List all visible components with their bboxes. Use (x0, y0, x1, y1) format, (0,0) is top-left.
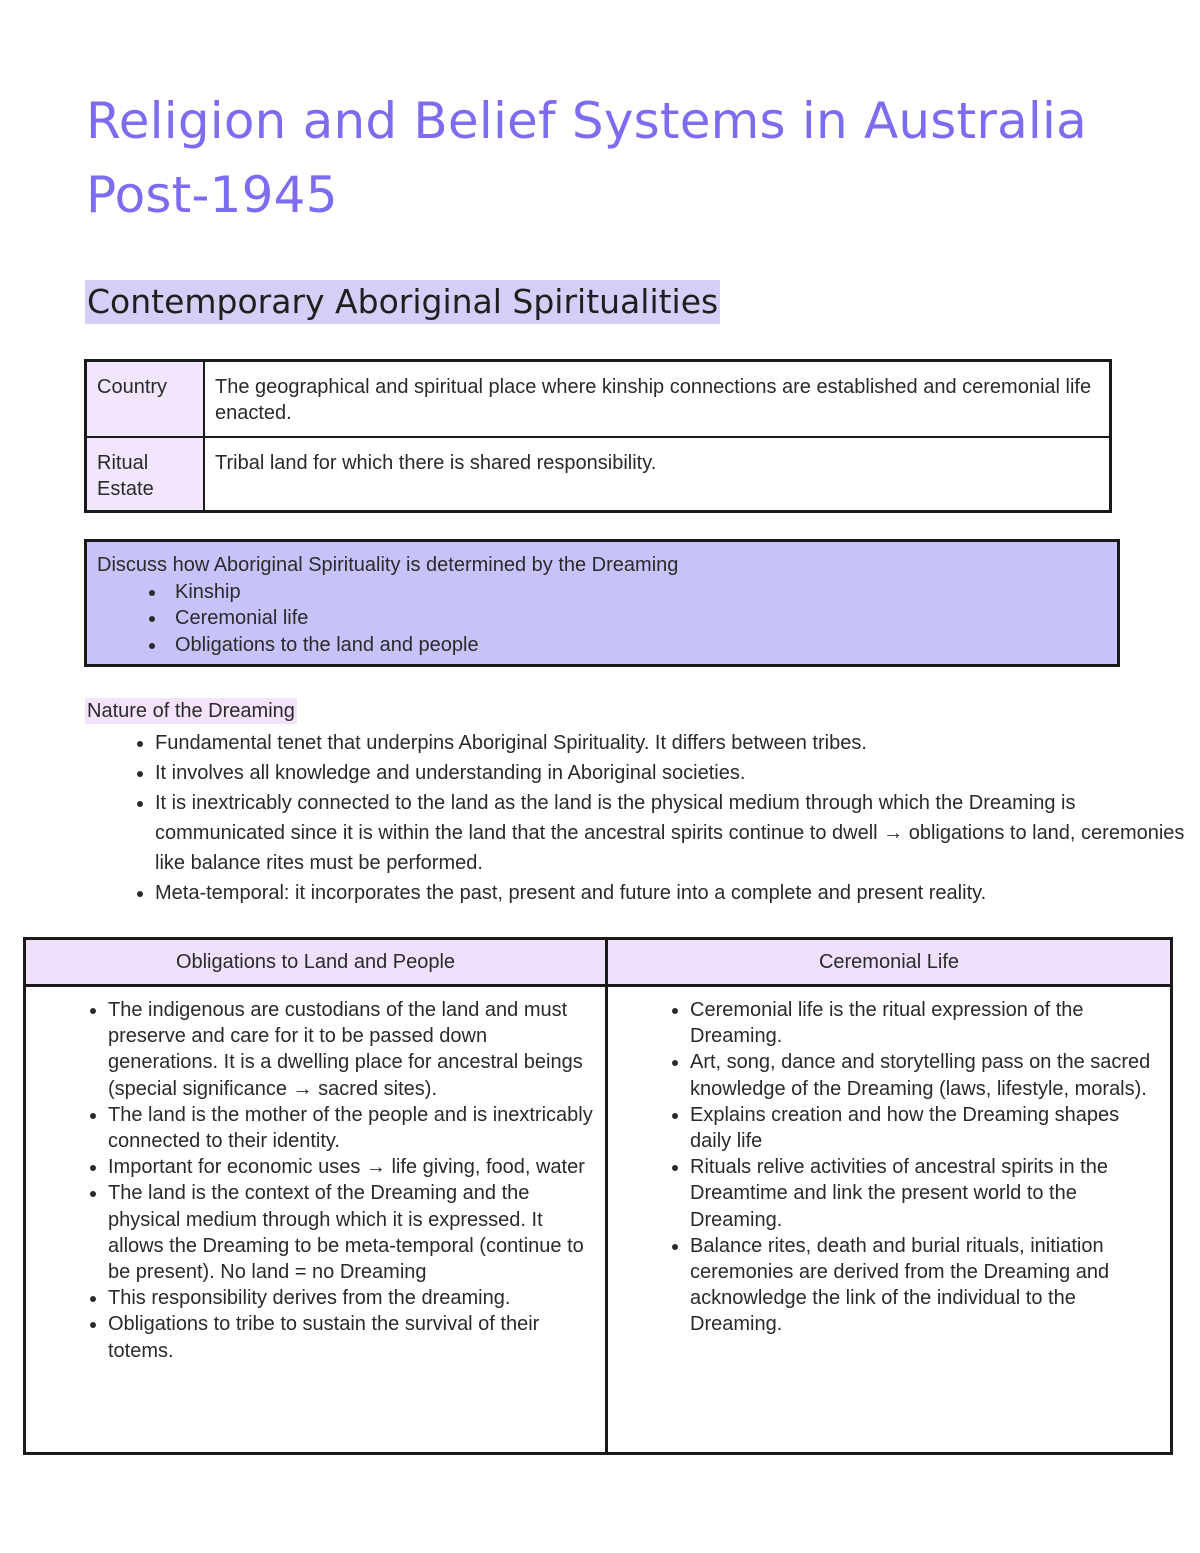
table-row (86, 437, 1111, 512)
nature-list (100, 728, 1185, 908)
table-row (25, 986, 1172, 1454)
list-item: • Ceremonial life is the ritual expression of the Dreaming. (690, 997, 1162, 1049)
definitions-table (84, 359, 1112, 513)
term-ritual-estate: Ritual Estate (86, 437, 205, 512)
section-heading: Contemporary Aboriginal Spiritualities (85, 280, 720, 324)
list-item: • Explains creation and how the Dreaming shapes daily life (690, 1102, 1162, 1154)
list-item: • Obligations to the land and people (167, 632, 1107, 659)
table-row (86, 361, 1111, 438)
ceremonial-cell (607, 986, 1172, 1454)
list-item: • Ceremonial life (167, 605, 1107, 632)
definition-ritual-estate: Tribal land for which there is shared responsibility. (204, 437, 1111, 512)
discuss-box (84, 539, 1120, 667)
list-item: • Kinship (167, 579, 1107, 606)
comparison-table (23, 937, 1173, 1455)
discuss-prompt: Discuss how Aboriginal Spirituality is determined by the Dreaming (97, 554, 679, 576)
obligations-list (26, 997, 597, 1364)
page-title: Religion and Belief Systems in Australia Post-1945 (86, 92, 1087, 224)
obligations-cell (25, 986, 607, 1454)
list-item: • Obligations to tribe to sustain the survival of their totems. (108, 1311, 597, 1363)
list-item: • The indigenous are custodians of the land and must preserve and care for it to be passed down generations. It is a dwelling place for ancestral beings (special significance → sacred sites). (108, 997, 597, 1102)
discuss-list (97, 579, 1107, 659)
list-item: • It is inextricably connected to the land as the land is the physical medium through which the Dreaming is communicated since it is within the land that the ancestral spirits continue to dwell → obligations to land, ceremonies like balance rites must be performed. (155, 788, 1185, 878)
list-item: • Meta-temporal: it incorporates the past, present and future into a complete and present reality. (155, 878, 1185, 908)
list-item: • The land is the mother of the people and is inextricably connected to their identity. (108, 1102, 597, 1154)
list-item: • Important for economic uses → life giving, food, water (108, 1154, 597, 1180)
definition-country: The geographical and spiritual place where kinship connections are established and ceremonial life enacted. (204, 361, 1111, 438)
list-item: • Fundamental tenet that underpins Aboriginal Spirituality. It differs between tribes. (155, 728, 1185, 758)
list-item: • Balance rites, death and burial rituals, initiation ceremonies are derived from the Dreaming and acknowledge the link of the individual to the Dreaming. (690, 1233, 1162, 1338)
list-item: • The land is the context of the Dreaming and the physical medium through which it is expressed. It allows the Dreaming to be meta-temporal (continue to be present). No land = no Dreaming (108, 1180, 597, 1285)
ceremonial-list (608, 997, 1162, 1338)
list-item: • Art, song, dance and storytelling pass on the sacred knowledge of the Dreaming (laws, lifestyle, morals). (690, 1049, 1162, 1101)
list-item: • This responsibility derives from the dreaming. (108, 1285, 597, 1311)
list-item: • Rituals relive activities of ancestral spirits in the Dreamtime and link the present world to the Dreaming. (690, 1154, 1162, 1233)
nature-heading: Nature of the Dreaming (87, 700, 295, 722)
list-item: • It involves all knowledge and understanding in Aboriginal societies. (155, 758, 1185, 788)
header-obligations: Obligations to Land and People (25, 939, 607, 986)
term-country: Country (86, 361, 205, 438)
header-ceremonial: Ceremonial Life (607, 939, 1172, 986)
table-header-row (25, 939, 1172, 986)
